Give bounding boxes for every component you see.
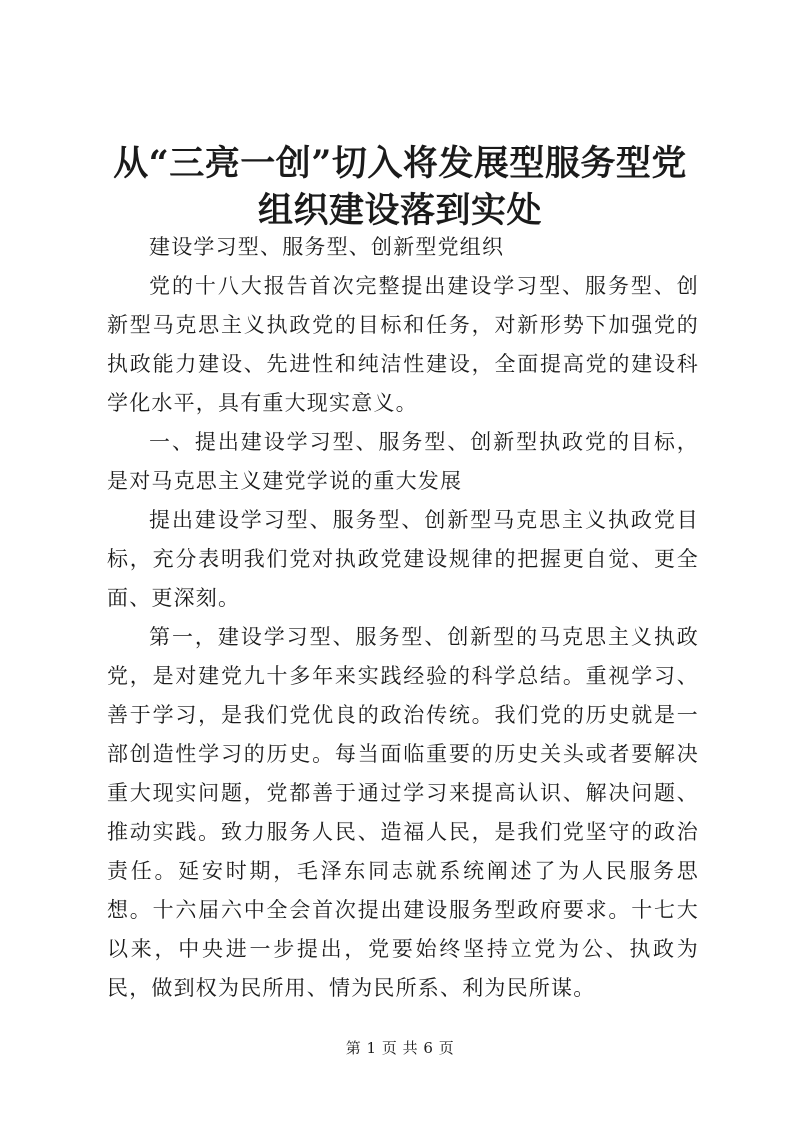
document-title: 从“三亮一创”切入将发展型服务型党组织建设落到实处: [113, 143, 687, 231]
paragraph: 党的十八大报告首次完整提出建设学习型、服务型、创新型马克思主义执政党的目标和任务，对新形势下加强党的执政能力建设、先进性和纯洁性建设，全面提高党的建设科学化水平，具有重大现实意义。: [107, 274, 699, 415]
document-body: [107, 228, 699, 1008]
section-heading: 建设学习型、服务型、创新型党组织: [149, 235, 505, 259]
paragraph: 第一，建设学习型、服务型、创新型的马克思主义执政党，是对建党九十多年来实践经验的科学总结。重视学习、善于学习，是我们党优良的政治传统。我们党的历史就是一部创造性学习的历史。每当面临重要的历史关头或者要解决重大现实问题，党都善于通过学习来提高认识、解决问题、推动实践。致力服务人民、造福人民，是我们党坚守的政治责任。延安时期，毛泽东同志就系统阐述了为人民服务思想。十六届六中全会首次提出建设服务型政府要求。十七大以来，中央进一步提出，党要始终坚持立党为公、执政为民，做到权为民所用、情为民所系、利为民所谋。: [107, 625, 699, 1000]
subsection-heading: 一、提出建设学习型、服务型、创新型执政党的目标，是对马克思主义建党学说的重大发展: [107, 430, 699, 493]
page-number-footer: 第 1 页 共 6 页: [345, 1039, 455, 1057]
paragraph: 提出建设学习型、服务型、创新型马克思主义执政党目标，充分表明我们党对执政党建设规律的把握更自觉、更全面、更深刻。: [107, 508, 699, 610]
